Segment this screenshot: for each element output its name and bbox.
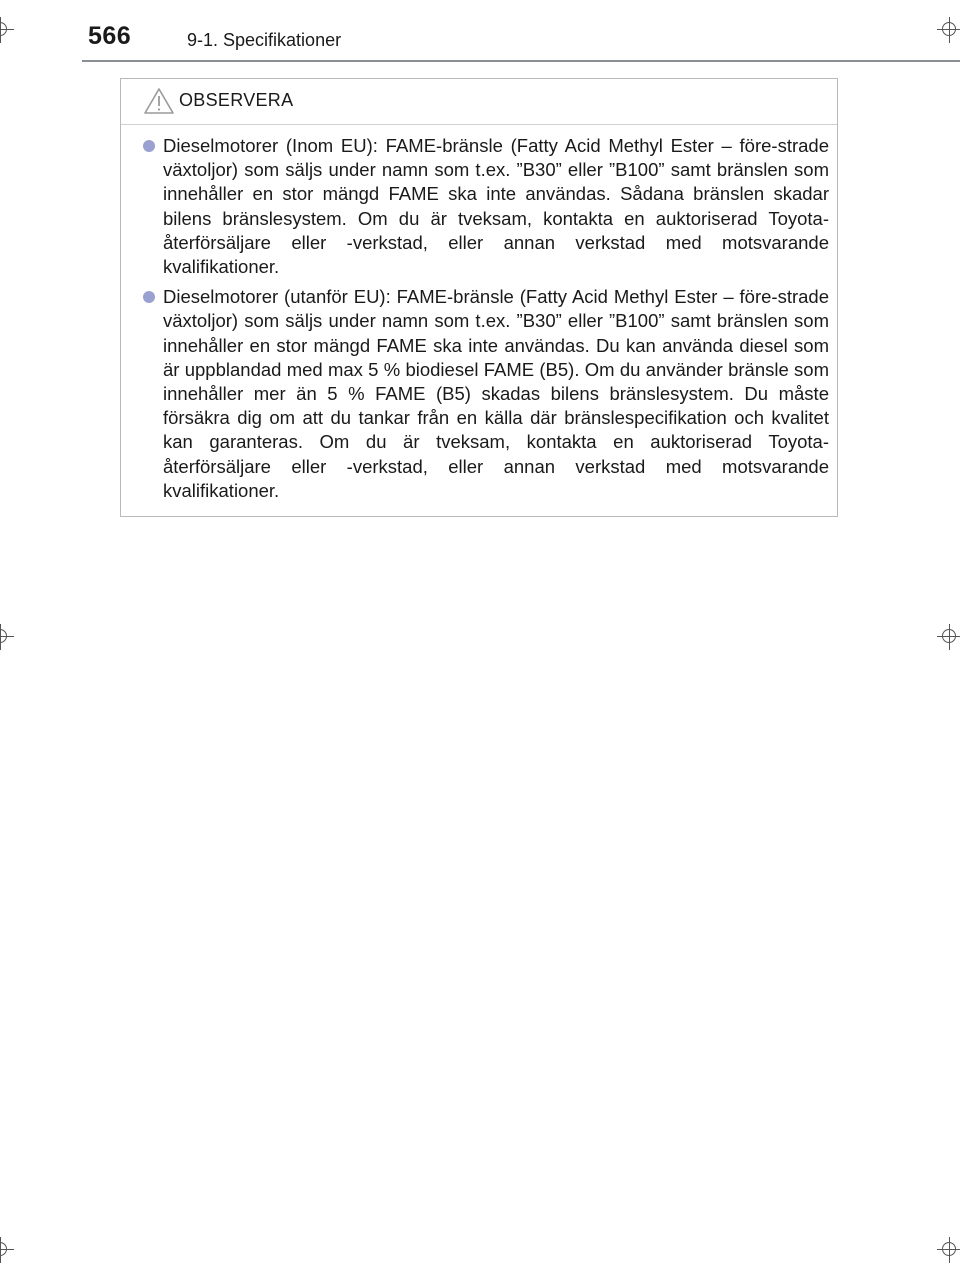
crop-mark-middle-left [0, 624, 14, 650]
caution-label: OBSERVERA [179, 90, 294, 110]
bullet-icon [143, 291, 155, 303]
crop-mark-bottom-left [0, 1237, 14, 1263]
crop-mark-bottom-right [937, 1237, 960, 1263]
list-item [137, 285, 829, 503]
caution-box [120, 78, 838, 517]
page-header [0, 0, 960, 62]
caution-header [121, 79, 837, 124]
crop-mark-middle-right [937, 624, 960, 650]
list-item [137, 134, 829, 279]
warning-triangle-icon [143, 87, 175, 115]
list-item-text: Dieselmotorer (Inom EU): FAME-bränsle (Fatty Acid Methyl Ester – före-strade växtoljor) som säljs under namn som t.ex. ”B30” eller ”B100” samt bränslen som innehåller en stor mängd FAME ska inte användas. Sådana bränslen skadar bilens bränslesystem. Om du är tveksam, kontakta en auktoriserad Toyota-återförsäljare eller -verkstad, eller annan verkstad med motsvarande kvalifikationer. [163, 135, 829, 278]
caution-divider [121, 124, 837, 125]
bullet-icon [143, 140, 155, 152]
section-title: 9-1. Specifikationer [187, 30, 342, 50]
header-rule [82, 60, 960, 62]
page-number: 566 [88, 22, 132, 50]
caution-list [137, 134, 829, 509]
list-item-text: Dieselmotorer (utanför EU): FAME-bränsle (Fatty Acid Methyl Ester – före-strade växtoljor) som säljs under namn som t.ex. ”B30” eller ”B100” samt bränslen som innehåller en stor mängd FAME ska inte användas. Du kan använda diesel som är uppblandad med max 5 % biodiesel FAME (B5). Om du använder bränsle som innehåller mer än 5 % FAME (B5) skadas bilens bränslesystem. Du måste försäkra dig om att du tankar från en källa där bränslespecifikation och kvalitet kan garanteras. Om du är tveksam, kontakta en auktoriserad Toyota-återförsäljare eller -verkstad, eller annan verkstad med motsvarande kvalifikationer. [163, 286, 829, 501]
